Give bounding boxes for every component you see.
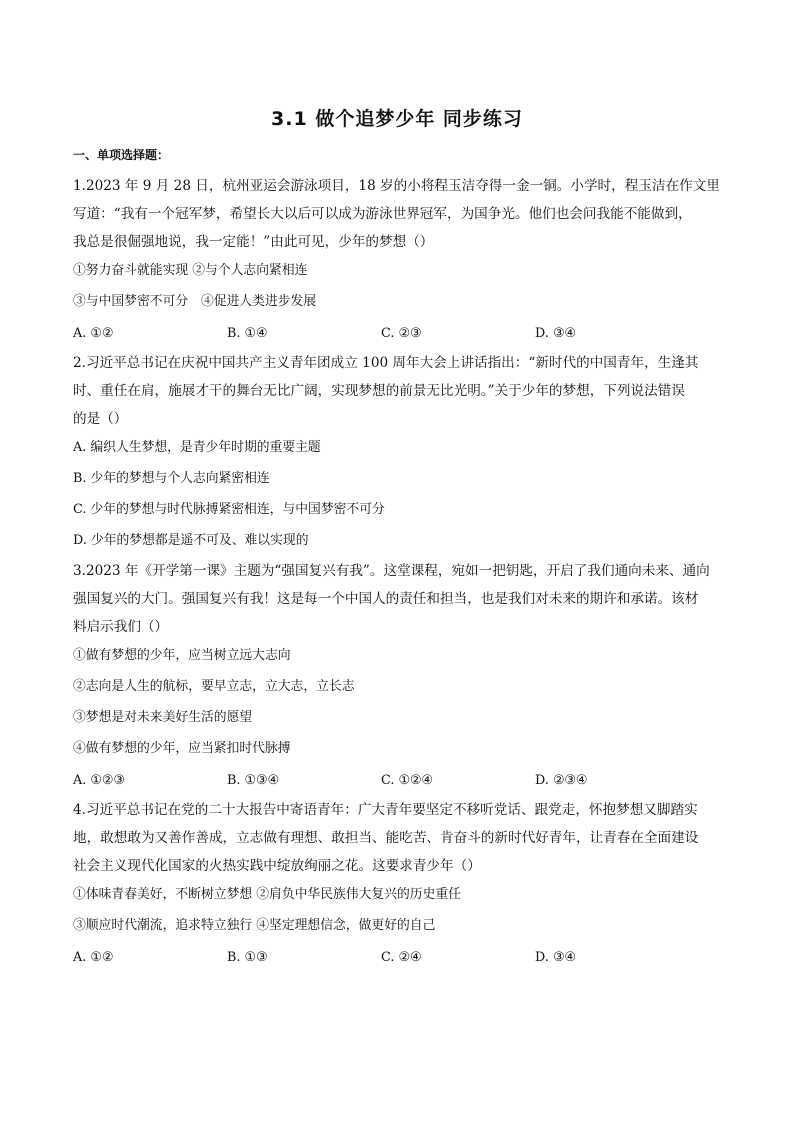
choice-b: B. ①③ [227, 950, 268, 965]
question-1 [73, 172, 723, 349]
statement-line: ③梦想是对未来美好生活的愿望 [73, 710, 253, 725]
question-4 [73, 796, 723, 973]
statement-line: ④做有梦想的少年，应当紧扣时代脉搏 [73, 741, 291, 756]
question-stem-line: 3.2023 年《开学第一课》主题为“强国复兴有我”。这堂课程，宛如一把钥匙，开启了我们通向未来、通向 [73, 563, 710, 579]
statement-line: ①体味青春美好，不断树立梦想 ②肩负中华民族伟大复兴的历史重任 [73, 887, 461, 902]
section-heading: 一、单项选择题： [73, 148, 170, 162]
choice-a: A. ①②③ [73, 773, 125, 788]
question-stem-line: 2.习近平总书记在庆祝中国共产主义青年团成立 100 周年大会上讲话指出：“新时代的中国青年，生逢其 [73, 355, 699, 371]
choice-b: B. ①④ [227, 326, 268, 341]
choice-d: D. ②③④ [535, 773, 588, 788]
choice-line-b: B. 少年的梦想与个人志向紧密相连 [73, 471, 270, 486]
choice-d: D. ③④ [535, 950, 576, 965]
statement-line: ③顺应时代潮流，追求特立独行 ④坚定理想信念，做更好的自己 [73, 918, 436, 933]
statement-line: ②志向是人生的航标，要早立志，立大志，立长志 [73, 679, 355, 694]
question-stem-line: 地，敢想敢为又善作善成，立志做有理想、敢担当、能吃苦、肯奋斗的新时代好青年，让青春在全面建设 [73, 830, 699, 846]
answer-choices [73, 942, 723, 973]
question-stem-line: 时、重任在肩，施展才干的舞台无比广阔，实现梦想的前景无比光明。”关于少年的梦想，下列说法错误 [73, 383, 685, 399]
choice-a: A. ①② [73, 326, 114, 341]
question-2 [73, 349, 723, 557]
question-list [73, 172, 723, 973]
question-stem-line: 写道：“我有一个冠军梦，希望长大以后可以成为游泳世界冠军，为国争光。他们也会问我能不能做到， [73, 206, 692, 222]
choice-b: B. ①③④ [227, 773, 279, 788]
statement-line: ①努力奋斗就能实现 ②与个人志向紧相连 [73, 263, 308, 278]
choice-line-c: C. 少年的梦想与时代脉搏紧密相连，与中国梦密不可分 [73, 502, 385, 517]
choice-line-d: D. 少年的梦想都是遥不可及、难以实现的 [73, 533, 309, 548]
question-stem-line: 1.2023 年 9 月 28 日，杭州亚运会游泳项目，18 岁的小将程玉洁夺得一金一铜。小学时，程玉洁在作文里 [73, 178, 720, 194]
statement-line: ③与中国梦密不可分 ④促进人类进步发展 [73, 294, 317, 309]
answer-choices [73, 318, 723, 349]
question-3 [73, 557, 723, 796]
question-stem-line: 强国复兴的大门。强国复兴有我！这是每一个中国人的责任和担当，也是我们对未来的期许和承诺。该材 [73, 591, 699, 607]
question-stem-line: 4.习近平总书记在党的二十大报告中寄语青年：广大青年要坚定不移听党话、跟党走，怀抱梦想又脚踏实 [73, 802, 698, 818]
choice-a: A. ①② [73, 950, 114, 965]
question-stem-line: 我总是很倔强地说，我一定能！”由此可见，少年的梦想（） [73, 234, 434, 250]
question-stem-line: 的是（） [73, 411, 128, 427]
choice-c: C. ②③ [381, 326, 422, 341]
choice-d: D. ③④ [535, 326, 576, 341]
choice-c: C. ②④ [381, 950, 422, 965]
page-title: 3.1 做个追梦少年 同步练习 [271, 108, 523, 130]
question-stem-line: 料启示我们（） [73, 619, 169, 635]
choice-line-a: A. 编织人生梦想，是青少年时期的重要主题 [73, 440, 321, 455]
choice-c: C. ①②④ [381, 773, 433, 788]
question-stem-line: 社会主义现代化国家的火热实践中绽放绚丽之花。这要求青少年（） [73, 858, 481, 874]
answer-choices [73, 765, 723, 796]
statement-line: ①做有梦想的少年，应当树立远大志向 [73, 648, 291, 663]
